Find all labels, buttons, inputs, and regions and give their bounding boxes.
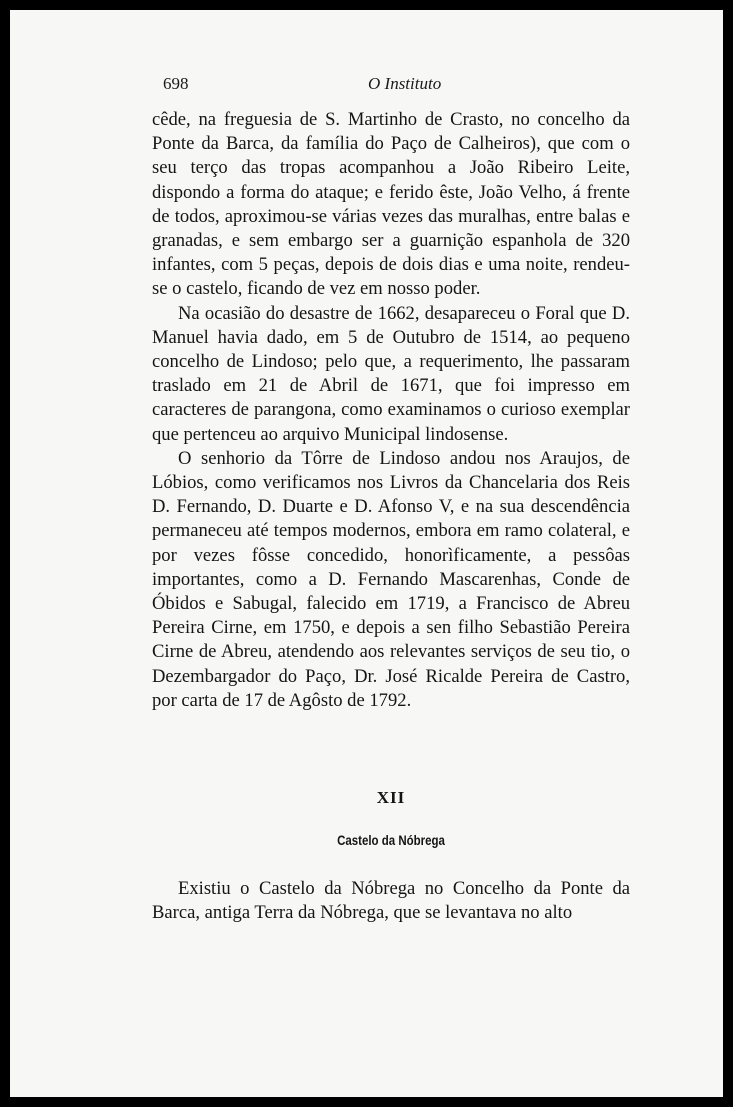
page-header bbox=[163, 74, 453, 100]
section-title: Castelo da Nóbrega bbox=[337, 832, 445, 848]
page-number: 698 bbox=[163, 74, 189, 93]
paragraph-continuation: cêde, na freguesia de S. Martinho de Crasto, no concelho da Ponte da Barca, da família do Paço de Calheiros), que com o seu terço das tropas acompanhou a João Ribeiro Leite, dispondo a forma do ataque; e ferido êste, João Velho, á frente de todos, aproximou-se várias vezes das muralhas, entre balas e granadas, e sem embargo ser a guarnição espanhola de 320 infantes, com 5 peças, depois de dois dias e uma noite, rendeu-se o castelo, ficando de vez em nosso poder. bbox=[152, 109, 630, 300]
running-head: O Instituto bbox=[368, 74, 442, 93]
paragraph-castelo-nobrega: Existiu o Castelo da Nóbrega no Concelho da Ponte da Barca, antiga Terra da Nóbrega, que se levantava no alto bbox=[152, 878, 630, 924]
section-number: XII bbox=[376, 788, 406, 807]
section-text bbox=[152, 877, 630, 925]
paragraph-foral: Na ocasião do desastre de 1662, desapareceu o Foral que D. Manuel havia dado, em 5 de Outubro de 1514, ao pequeno concelho de Lindoso; pelo que, a requerimento, lhe passaram traslado em 21 de Abril de 1671, que foi impresso em caracteres de parangona, como examinamos o curioso exemplar que pertenceu ao arquivo Municipal lindosense. bbox=[152, 302, 630, 445]
paragraph-senhorio: O senhorio da Tôrre de Lindoso andou nos Araujos, de Lóbios, como verificamos nos Livros da Chancelaria dos Reis D. Fernando, D. Duarte e D. Afonso V, e na sua descendência permaneceu até tempos modernos, embora em ramo colateral, e por vezes fôsse concedido, honorìficamente, a pessôas importantes, como a D. Fernando Mascarenhas, Conde de Óbidos e Sabugal, falecido em 1719, a Francisco de Abreu Pereira Cirne, em 1750, e depois a sen filho Sebastião Pereira Cirne de Abreu, atendendo aos relevantes serviços de seu tio, o Dezembargador do Paço, Dr. José Ricalde Pereira de Castro, por carta de 17 de Agôsto de 1792. bbox=[152, 447, 630, 711]
main-text bbox=[152, 108, 630, 713]
